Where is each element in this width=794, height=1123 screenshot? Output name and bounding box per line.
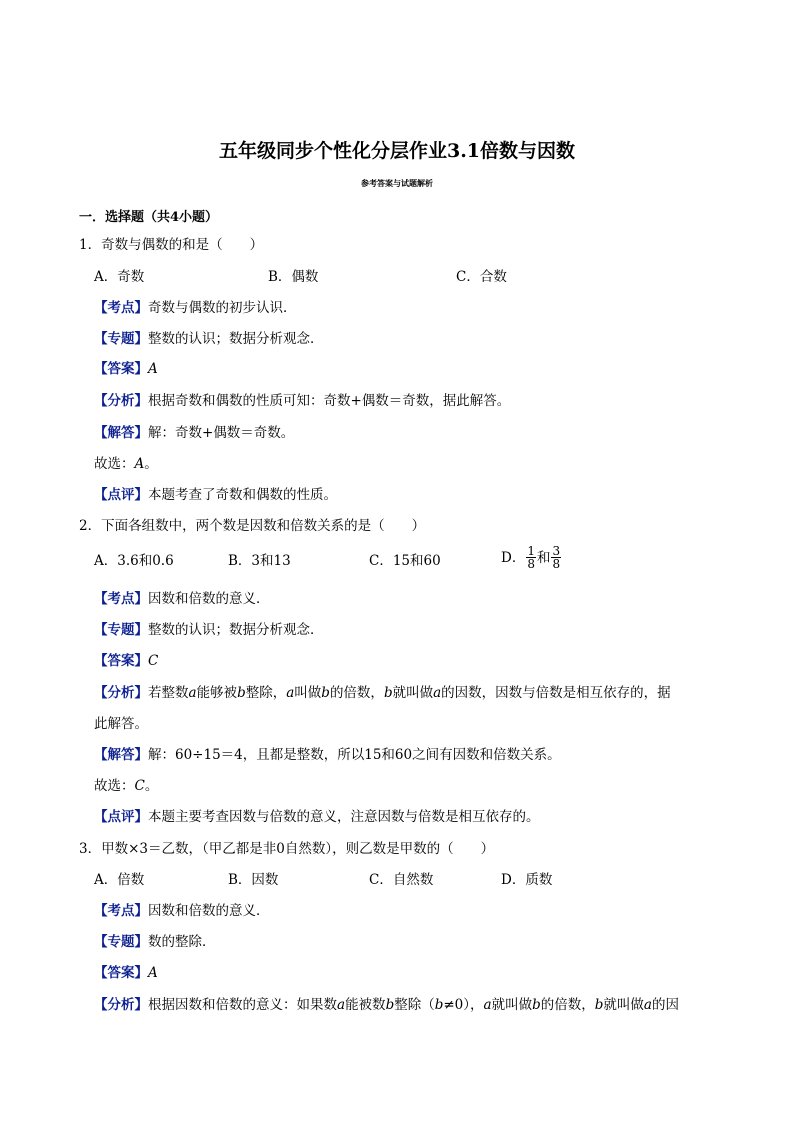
q2-jieda-text: 解：60÷15＝4，且都是整数，所以15和60之间有因数和倍数关系。: [148, 747, 561, 763]
q1-option-a: A．奇数: [94, 269, 145, 285]
q1-option-c: C．合数: [456, 269, 507, 285]
fenxi-text: 整除（: [394, 997, 435, 1013]
fraction-numerator: 3: [552, 544, 561, 558]
q2-option-c: C．15和60: [369, 553, 441, 569]
fraction-denominator: 8: [527, 557, 535, 571]
q2-answer-value: C: [148, 653, 159, 669]
var-b: b: [385, 997, 395, 1013]
q3-answer: [94, 964, 158, 982]
choice-prefix: 故选：: [94, 778, 135, 794]
choice-suffix: 。: [144, 456, 158, 472]
q2-option-b: B．3和13: [228, 553, 291, 569]
section-heading: 一．选择题（共4小题）: [79, 210, 219, 225]
daan-tag: 【答案】: [94, 361, 148, 377]
fraction-numerator: 1: [527, 544, 535, 558]
choice-suffix: 。: [144, 778, 159, 794]
q1-fenxi-text: 根据奇数和偶数的性质可知：奇数+偶数＝奇数，据此解答。: [148, 393, 511, 409]
fenxi-text: 的因数，因数与倍数是相互依存的，据: [441, 685, 671, 701]
var-b: b: [383, 685, 393, 701]
fenxi-text: 能够被: [196, 685, 238, 701]
zhuanti-tag: 【专题】: [94, 934, 148, 950]
var-b: b: [594, 997, 604, 1013]
q1-zhuanti: [94, 330, 324, 348]
fenxi-text: 的倍数，: [540, 997, 595, 1013]
fenxi-text: 就叫做: [392, 685, 434, 701]
kaodian-tag: 【考点】: [94, 903, 148, 919]
fenxi-text: 能被数: [345, 997, 386, 1013]
q3-kaodian-text: 因数和倍数的意义．: [148, 903, 270, 919]
zhuanti-tag: 【专题】: [94, 622, 148, 638]
q3-kaodian: [94, 902, 270, 920]
q2-fenxi: [94, 684, 671, 702]
kaodian-tag: 【考点】: [94, 591, 148, 607]
q3-stem: 3．甲数×3＝乙数，（甲乙都是非0自然数），则乙数是甲数的（ ）: [79, 841, 495, 857]
q3-option-b: B．因数: [228, 872, 279, 888]
q2-answer: [94, 652, 158, 670]
var-b: b: [532, 997, 541, 1013]
fraction-denominator: 8: [552, 557, 561, 571]
q1-kaodian-text: 奇数与偶数的初步认识．: [148, 300, 297, 316]
fenxi-text: 若整数: [148, 685, 189, 701]
q1-fenxi: [94, 392, 510, 410]
document-title: 五年级同步个性化分层作业3.1倍数与因数: [218, 140, 576, 162]
q3-zhuanti-text: 数的整除．: [148, 934, 216, 950]
jieda-tag: 【解答】: [94, 425, 148, 441]
fraction-1-8: [526, 545, 536, 570]
q3-zhuanti: [94, 933, 216, 951]
fenxi-text: 的倍数，: [329, 685, 384, 701]
daan-tag: 【答案】: [94, 653, 148, 669]
choice-prefix: 故选：: [94, 456, 135, 472]
q3-answer-value: A: [148, 965, 158, 981]
q2-option-a: A．3.6和0.6: [94, 553, 174, 569]
q3-fenxi: [94, 996, 679, 1014]
q1-answer: [94, 360, 158, 378]
q1-choice: [94, 455, 158, 473]
q1-jieda-text: 解：奇数+偶数＝奇数。: [148, 425, 295, 441]
q1-dianping: [94, 486, 337, 504]
var-a: a: [483, 997, 492, 1013]
kaodian-tag: 【考点】: [94, 300, 148, 316]
var-b: b: [237, 685, 246, 701]
var-b: b: [434, 997, 444, 1013]
var-a: a: [433, 685, 442, 701]
q3-option-c: C．自然数: [369, 872, 434, 888]
q2-fenxi-line2: 此解答。: [94, 716, 148, 732]
var-a: a: [337, 997, 346, 1013]
q2-jieda: [94, 746, 561, 764]
daan-tag: 【答案】: [94, 965, 148, 981]
dianping-tag: 【点评】: [94, 809, 148, 825]
fenxi-text: 根据因数和倍数的意义：如果数: [148, 997, 337, 1013]
fenxi-text: 就叫做: [491, 997, 533, 1013]
q1-option-b: B．偶数: [268, 269, 319, 285]
q1-answer-value: A: [148, 361, 158, 377]
q2-choice: [94, 777, 158, 795]
q2-dianping: [94, 808, 540, 826]
document-subtitle: 参考答案与试题解析: [361, 178, 433, 188]
fenxi-text: 的因: [651, 997, 679, 1013]
fenxi-text: ≠0），: [443, 997, 484, 1013]
q2-zhuanti-text: 整数的认识；数据分析观念．: [148, 622, 324, 638]
q2-stem: 2．下面各组数中，两个数是因数和倍数关系的是（ ）: [79, 518, 426, 534]
option-d-and: 和: [536, 549, 551, 566]
q3-option-d: D．质数: [501, 872, 553, 888]
fenxi-tag: 【分析】: [94, 685, 148, 701]
fenxi-text: 整除，: [245, 685, 287, 701]
option-d-prefix: D．: [501, 549, 526, 566]
jieda-tag: 【解答】: [94, 747, 148, 763]
var-a: a: [188, 685, 197, 701]
var-a: a: [643, 997, 652, 1013]
dianping-tag: 【点评】: [94, 487, 148, 503]
q2-kaodian: [94, 590, 270, 608]
fraction-3-8: [551, 545, 561, 570]
var-a: a: [286, 685, 295, 701]
q2-dianping-text: 本题主要考查因数与倍数的意义，注意因数与倍数是相互依存的。: [148, 809, 540, 825]
q2-option-d: [501, 545, 562, 570]
zhuanti-tag: 【专题】: [94, 331, 148, 347]
choice-letter: C: [134, 778, 145, 794]
q2-kaodian-text: 因数和倍数的意义．: [148, 591, 270, 607]
choice-letter: A: [134, 456, 145, 472]
var-b: b: [321, 685, 330, 701]
q1-jieda: [94, 424, 294, 442]
q2-zhuanti: [94, 621, 324, 639]
fenxi-tag: 【分析】: [94, 393, 148, 409]
fenxi-tag: 【分析】: [94, 997, 148, 1013]
q1-stem: 1．奇数与偶数的和是（ ）: [79, 237, 264, 253]
fenxi-text: 叫做: [294, 685, 322, 701]
q1-zhuanti-text: 整数的认识；数据分析观念．: [148, 331, 324, 347]
q3-option-a: A．倍数: [94, 872, 145, 888]
q1-dianping-text: 本题考查了奇数和偶数的性质。: [148, 487, 337, 503]
q1-kaodian: [94, 299, 297, 317]
fenxi-text: 就叫做: [603, 997, 644, 1013]
